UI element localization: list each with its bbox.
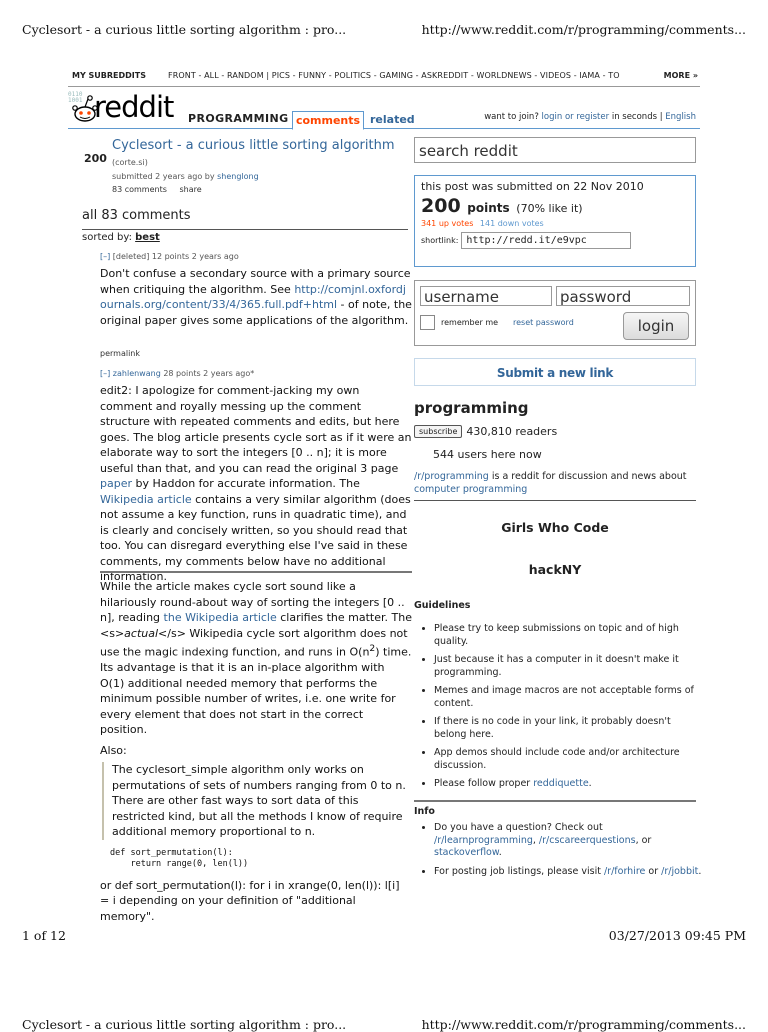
language-link[interactable]: English [665, 112, 696, 122]
reddit-logo[interactable]: reddit [94, 90, 174, 124]
guideline-item: • Memes and image macros are not acceptable forms of content. [434, 685, 706, 710]
comment-meta: 28 points 2 years ago* [163, 369, 255, 378]
remember-me [420, 315, 498, 330]
subreddit-list[interactable]: FRONT - ALL - RANDOM | PICS - FUNNY - POLITICS - GAMING - ASKREDDIT - WORLDNEWS - VIDEOS - IAMA - TO [168, 71, 620, 80]
vote-counts [421, 219, 689, 228]
comment-text: While the article makes cycle sort sound like a hilariously round-about way of sorting the integers [0 .. n], reading [100, 580, 405, 624]
svg-text:1001: 1001 [68, 97, 83, 104]
user-box [484, 112, 696, 122]
remember-me-checkbox[interactable] [420, 315, 435, 330]
comment-text: </s> Wikipedia cycle sort algorithm does not use the magic indexing function, and runs in O(n [100, 626, 408, 659]
comment-text: Don't confuse a secondary source with a primary source when critiquing the algorithm. See [100, 267, 411, 296]
comment-text: edit2: I apologize for comment-jacking my own comment and royally messing up the comment structure with repeated comments and edits, but here goes. The blog article presents cycle sort as if it were an elaborate way to sort the integers [0 .. n]; it is more useful than that, and you can read the original 3 page [100, 384, 412, 475]
info-text: Do you have a question? Check out [434, 822, 603, 833]
submitted-text: submitted 2 years ago by [112, 172, 215, 181]
password-input[interactable]: password [556, 286, 690, 306]
post-author-link[interactable]: shenglong [217, 172, 259, 181]
points-number: 200 [421, 195, 461, 217]
sorted-by-label: sorted by: [82, 232, 132, 243]
login-button[interactable]: login [623, 312, 689, 340]
sort-dropdown[interactable]: best [135, 232, 160, 243]
info-text: or [645, 865, 662, 877]
sort-menu [82, 229, 408, 243]
next-print-title: Cyclesort - a curious little sorting algorithm : pro... [22, 1017, 347, 1032]
forhire-link[interactable]: /r/forhire [603, 865, 646, 877]
shortlink-label: shortlink: [421, 236, 459, 245]
comment-text: ) time. Its advantage is that it is an in-place algorithm with O(1) additional needed memory that performs the minimum possible number of writes, i.e. one write for every element that does not start in the correct position. [100, 645, 412, 737]
comment-body [100, 383, 412, 585]
subscribe-row [414, 425, 557, 438]
reset-password-link[interactable]: reset password [513, 318, 574, 327]
print-date: 03/27/2013 09:45 PM [608, 928, 746, 943]
sponsor-hackny[interactable]: hackNY [528, 562, 582, 577]
svg-text:0110: 0110 [68, 91, 83, 98]
comment-text: by Haddon for accurate information. The [132, 477, 360, 490]
want-to-join-text: want to join? [484, 112, 539, 122]
shortlink-row [421, 232, 689, 249]
sponsor-girls-who-code[interactable]: Girls Who Code [501, 520, 609, 535]
guidelines-list [418, 623, 706, 797]
tab-related[interactable]: related [370, 113, 415, 126]
print-title: Cyclesort - a curious little sorting algorithm : pro... [22, 22, 347, 37]
info-text: For posting job listings, please visit [434, 865, 604, 877]
wikipedia-link[interactable]: Wikipedia article [100, 492, 192, 506]
comment-paragraph: or def sort_permutation(l): for i in xrange(0, len(l)): l[i] = i depending on your definition of "additional memory". [100, 878, 400, 923]
info-item [434, 822, 706, 860]
cscareerquestions-link[interactable]: /r/cscareerquestions [538, 834, 636, 846]
comment-text: - of note, the original paper gives some applications of the algorithm. [100, 298, 412, 327]
next-print-url: http://www.reddit.com/r/programming/comments... [421, 1017, 746, 1032]
reddit-page [68, 66, 702, 923]
my-subreddits-dropdown[interactable]: MY SUBREDDITS [72, 71, 146, 80]
code-block: def sort_permutation(l): return range(0, len(l)) [110, 847, 249, 869]
users-online: 544 users here now [433, 448, 542, 461]
comment-tagline [100, 369, 254, 378]
post-score: 200 [84, 152, 107, 165]
stackoverflow-link[interactable]: stackoverflow [434, 847, 499, 858]
comment-text: clarifies the matter. The <s> [100, 611, 412, 640]
header [68, 86, 700, 129]
paper-pdf-link[interactable]: http://comjnl.oxfordjournals.org/content/33/4/365.full.pdf+html [100, 282, 406, 311]
points-display [421, 195, 689, 217]
subreddit-name-link[interactable]: PROGRAMMING [188, 112, 289, 125]
computer-programming-link[interactable]: computer programming [414, 484, 528, 495]
info-text: , [532, 834, 539, 846]
search-input[interactable]: search reddit [414, 137, 696, 163]
comment-tagline [100, 252, 239, 261]
post-buttons [112, 185, 212, 194]
subreddit-bar [68, 66, 700, 87]
comment-italic: actual [124, 626, 159, 640]
remember-me-label: remember me [441, 318, 499, 327]
down-votes: 141 down votes [479, 219, 544, 228]
link-info-box [414, 175, 696, 267]
comment-meta: [deleted] 12 points 2 years ago [112, 252, 239, 261]
comments-count-link[interactable]: 83 comments [112, 185, 167, 194]
readers-count: 430,810 readers [466, 425, 558, 438]
login-register-link[interactable]: login or register [541, 112, 610, 122]
in-seconds-text: in seconds | [611, 112, 663, 122]
submitted-date: this post was submitted on 22 Nov 2010 [421, 180, 644, 193]
wikipedia-article-link[interactable]: the Wikipedia article [163, 611, 277, 624]
learnprogramming-link[interactable]: /r/learnprogramming [434, 834, 533, 846]
guideline-item: • Just because it has a computer in it doesn't make it programming. [434, 654, 706, 679]
tab-comments[interactable]: comments [292, 111, 364, 130]
guideline-text: . [588, 778, 592, 789]
up-votes: 341 up votes [421, 219, 474, 228]
comment-author-link[interactable]: zahlenwang [112, 369, 161, 378]
subreddit-description [414, 470, 696, 501]
points-label: points [467, 201, 510, 215]
guideline-item: • If there is no code in your link, it probably doesn't belong here. [434, 716, 706, 741]
info-list [418, 822, 706, 884]
post-title-link[interactable]: Cyclesort - a curious little sorting algorithm [112, 138, 395, 153]
guideline-text: Please follow proper [434, 778, 534, 789]
description-text: is a reddit for discussion and news about [488, 471, 687, 482]
guideline-item: • App demos should include code and/or architecture discussion. [434, 747, 706, 772]
post-tagline [112, 172, 259, 181]
print-header [22, 22, 746, 37]
jobbit-link[interactable]: /r/jobbit [661, 865, 699, 877]
subscribe-button[interactable]: subscribe [414, 425, 462, 438]
permalink-link[interactable]: permalink [100, 349, 140, 358]
like-percentage: (70% like it) [516, 202, 583, 215]
also-label: Also: [100, 743, 127, 757]
next-page-header [22, 1017, 746, 1032]
share-link[interactable]: share [179, 185, 202, 194]
info-item [434, 866, 706, 879]
sidebar-subreddit-title[interactable]: programming [414, 399, 529, 417]
comment-text: contains a very similar algorithm (does not assume a key function, runs in quadratic time), and is clearly and concisely written, so you should read that too. You can disregard everything else I've said in these comments, my comments below have no additional information. [100, 492, 411, 583]
r-programming-link[interactable]: /r/programming [414, 471, 489, 482]
collapse-toggle[interactable]: [–] [100, 252, 111, 261]
print-url: http://www.reddit.com/r/programming/comments... [421, 22, 746, 37]
submit-link-button[interactable]: Submit a new link [414, 358, 696, 386]
shortlink-field[interactable]: http://redd.it/e9vpc [461, 232, 631, 249]
paper-link[interactable]: paper [100, 477, 132, 490]
info-text: . [698, 865, 702, 877]
guideline-item: • Please try to keep submissions on topic and of high quality. [434, 623, 706, 648]
comment-body [100, 571, 412, 924]
guidelines-heading: Guidelines [414, 600, 471, 611]
all-comments-heading: all 83 comments [82, 208, 191, 223]
collapse-toggle[interactable]: [–] [100, 369, 111, 378]
guideline-item [434, 778, 706, 791]
reddiquette-link[interactable]: reddiquette [533, 778, 589, 789]
post-domain[interactable]: (corte.si) [112, 158, 148, 167]
info-text: . [498, 847, 502, 858]
page-count: 1 of 12 [22, 928, 66, 943]
more-subreddits-link[interactable]: MORE » [663, 71, 698, 80]
username-input[interactable]: username [420, 286, 552, 306]
blockquote: The cyclesort_simple algorithm only works on permutations of sets of numbers ranging from 0 to n. There are other fast ways to sort data of this restricted kind, but all the methods I know of require additional memory proportional to n. [102, 762, 412, 840]
login-form [414, 280, 696, 346]
comment-body [100, 266, 412, 328]
comment-paragraph [100, 579, 412, 738]
info-text: , or [635, 834, 652, 846]
print-footer [22, 928, 746, 943]
info-heading: Info [414, 800, 696, 817]
superscript: 2 [369, 643, 376, 654]
